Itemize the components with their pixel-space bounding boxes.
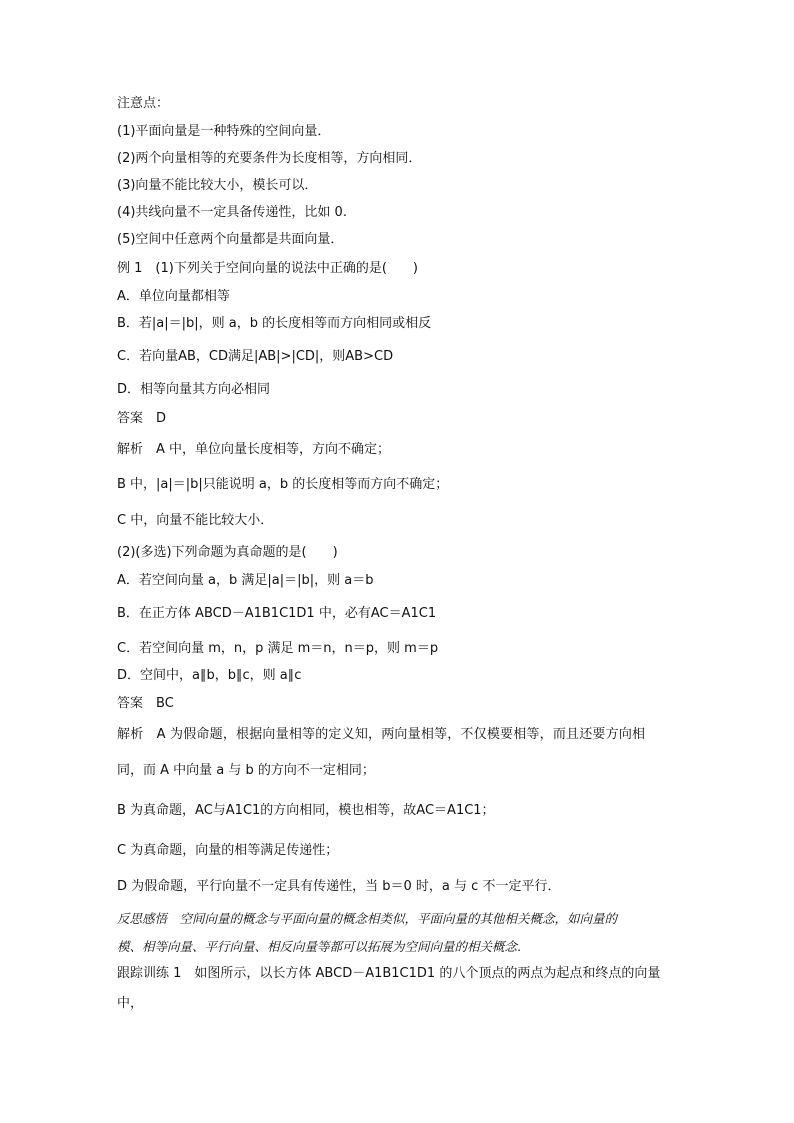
note-item: (5)空间中任意两个向量都是共面向量． — [117, 232, 344, 247]
option-a: A．若空间向量 a，b 满足|a|＝|b|，则 a＝b — [117, 573, 374, 588]
option-d: D．空间中，a∥b，b∥c，则 a∥c — [117, 668, 302, 683]
note-item: (3)向量不能比较大小，模长可以． — [117, 178, 318, 193]
analysis-line: C 为真命题，向量的相等满足传递性； — [117, 843, 339, 858]
practice-line: 中， — [117, 996, 144, 1011]
analysis-line: 同，而 A 中向量 a 与 b 的方向不一定相同； — [117, 763, 375, 778]
reflection-line: 模、相等向量、平行向量、相反向量等都可以拓展为空间向量的相关概念． — [117, 939, 530, 954]
example1-question-2: (2)(多选)下列命题为真命题的是( ) — [117, 545, 338, 560]
option-b: B．在正方体 ABCD－A1B1C1D1 中，必有AC＝A1C1 — [117, 606, 437, 621]
option-a: A．单位向量都相等 — [117, 289, 230, 304]
analysis-line: D 为假命题，平行向量不一定具有传递性，当 b＝0 时，a 与 c 不一定平行． — [117, 879, 561, 894]
note-item: (2)两个向量相等的充要条件为长度相等，方向相同． — [117, 151, 422, 166]
notes-title: 注意点： — [117, 96, 170, 111]
answer: 答案 D — [117, 411, 167, 426]
option-c: C．若空间向量 m，n，p 满足 m＝n，n＝p，则 m＝p — [117, 641, 439, 656]
note-item: (4)共线向量不一定具备传递性，比如 0. — [117, 205, 347, 220]
example1-question: 例 1 (1)下列关于空间向量的说法中正确的是( ) — [117, 261, 418, 276]
analysis-line: B 为真命题，AC与A1C1的方向相同，模也相等，故AC＝A1C1； — [117, 803, 495, 818]
option-b: B．若|a|＝|b|，则 a，b 的长度相等而方向相同或相反 — [117, 316, 432, 331]
analysis-line: C 中，向量不能比较大小． — [117, 513, 274, 528]
analysis-line: 解析 A 中，单位向量长度相等，方向不确定； — [117, 442, 391, 457]
option-d: D．相等向量其方向必相同 — [117, 382, 271, 397]
analysis-line: B 中，|a|＝|b|只能说明 a，b 的长度相等而方向不确定； — [117, 477, 449, 492]
answer: 答案 BC — [117, 696, 174, 711]
note-item: (1)平面向量是一种特殊的空间向量． — [117, 124, 331, 139]
analysis-line: 解析 A 为假命题，根据向量相等的定义知，两向量相等，不仅模要相等，而且还要方向相 — [117, 727, 646, 742]
practice-line: 跟踪训练 1 如图所示，以长方体 ABCD－A1B1C1D1 的八个顶点的两点为起点和终点的向量 — [117, 966, 661, 981]
option-c: C．若向量AB，CD满足|AB|>|CD|，则AB>CD — [117, 349, 394, 364]
reflection-line: 反思感悟 空间向量的概念与平面向量的概念相类似，平面向量的其他相关概念，如向量的 — [117, 911, 618, 926]
